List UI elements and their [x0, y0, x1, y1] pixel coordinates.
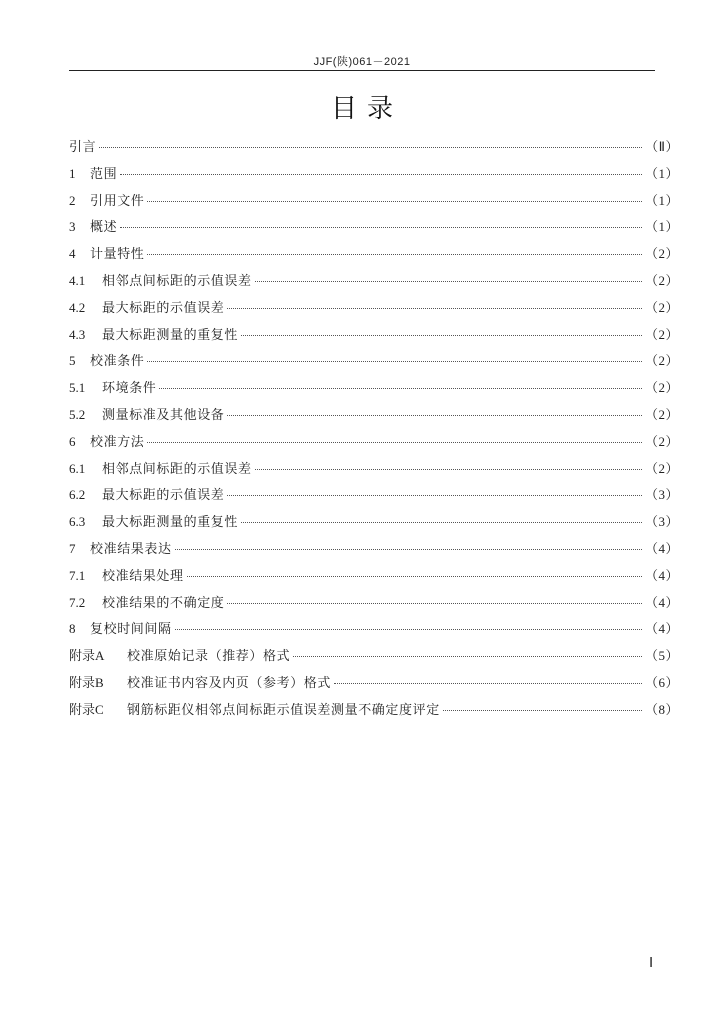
toc-entry-page: （2）: [644, 246, 679, 262]
toc-entry[interactable]: [69, 697, 679, 724]
toc-entry-title: 校准结果的不确定度: [102, 594, 225, 610]
dot-leader: [255, 280, 642, 282]
header-divider: [69, 70, 655, 71]
toc-entry-title: 环境条件: [102, 380, 157, 396]
dot-leader: [227, 494, 642, 496]
toc-entry[interactable]: [69, 375, 679, 402]
toc-entry[interactable]: [69, 134, 679, 161]
toc-entry-title: 校准结果表达: [90, 540, 172, 556]
toc-entry-page: （1）: [644, 192, 679, 208]
page-number: Ⅰ: [649, 956, 654, 971]
dot-leader: [147, 360, 642, 362]
toc-entry[interactable]: [69, 402, 679, 429]
dot-leader: [99, 146, 642, 148]
toc-entry-page: （Ⅱ）: [645, 139, 679, 154]
toc-entry-page: （2）: [644, 380, 679, 396]
toc-entry-number: 6.1: [69, 460, 86, 476]
toc-entry[interactable]: [69, 322, 679, 349]
dot-leader: [227, 414, 642, 416]
toc-entry-number: 2: [69, 192, 76, 208]
dot-leader: [147, 200, 642, 202]
toc-entry[interactable]: [69, 616, 679, 643]
toc-entry-title: 测量标准及其他设备: [102, 406, 225, 422]
toc-entry[interactable]: [69, 161, 679, 188]
page-title: 目录: [330, 94, 403, 124]
toc-entry-number: 4: [69, 246, 76, 262]
dot-leader: [120, 226, 642, 228]
toc-entry-page: （2）: [644, 272, 679, 288]
toc-entry-page: （1）: [644, 165, 679, 181]
toc-entry-page: （2）: [644, 299, 679, 315]
toc-entry-number: 7: [69, 540, 76, 556]
toc-entry-page: （6）: [644, 674, 679, 690]
toc-entry-number: 附录B: [69, 674, 104, 690]
toc-entry-title: 校准原始记录（推荐）格式: [127, 648, 291, 664]
toc-entry-title: 范围: [90, 165, 118, 181]
toc-entry[interactable]: [69, 482, 679, 509]
toc-entry-number: 8: [69, 621, 76, 637]
toc-entry-page: （4）: [644, 567, 679, 583]
dot-leader: [227, 307, 642, 309]
toc-entry-title: 引言: [69, 139, 97, 154]
toc-entry-page: （4）: [644, 594, 679, 610]
toc-entry-page: （5）: [644, 648, 679, 664]
dot-leader: [334, 682, 642, 684]
toc-entry-title: 计量特性: [90, 246, 145, 262]
toc-entry-page: （1）: [644, 219, 679, 235]
toc-entry-title: 复校时间间隔: [90, 621, 172, 637]
toc-entry-number: 4.1: [69, 272, 86, 288]
toc-entry-page: （3）: [644, 514, 679, 530]
toc-entry-page: （8）: [644, 701, 679, 717]
toc-entry-number: 6: [69, 433, 76, 449]
dot-leader: [255, 468, 642, 470]
toc-entry-title: 概述: [90, 219, 118, 235]
toc-entry[interactable]: [69, 188, 679, 215]
toc-entry-title: 最大标距的示值误差: [102, 487, 225, 503]
toc-entry[interactable]: [69, 643, 679, 670]
toc-entry-number: 4.3: [69, 326, 86, 342]
toc-entry-title: 最大标距的示值误差: [102, 299, 225, 315]
toc-entry[interactable]: [69, 214, 679, 241]
toc-entry-number: 7.1: [69, 567, 86, 583]
toc-entry-number: 3: [69, 219, 76, 235]
toc-entry-page: （4）: [644, 540, 679, 556]
toc-entry-page: （4）: [644, 621, 679, 637]
toc-entry-title: 校准条件: [90, 353, 145, 369]
toc-entry[interactable]: [69, 670, 679, 697]
dot-leader: [293, 655, 642, 657]
toc-entry-number: 6.2: [69, 487, 86, 503]
dot-leader: [241, 334, 642, 336]
toc-entry-title: 引用文件: [90, 192, 145, 208]
toc-entry-number: 1: [69, 165, 76, 181]
toc-entry[interactable]: [69, 268, 679, 295]
toc-entry-number: 附录A: [69, 648, 105, 664]
dot-leader: [175, 548, 642, 550]
dot-leader: [175, 628, 642, 630]
toc-entry-page: （2）: [644, 460, 679, 476]
table-of-contents: [69, 134, 679, 724]
dot-leader: [147, 441, 642, 443]
dot-leader: [120, 173, 642, 175]
toc-entry[interactable]: [69, 241, 679, 268]
toc-entry[interactable]: [69, 456, 679, 483]
toc-entry[interactable]: [69, 429, 679, 456]
toc-entry-number: 6.3: [69, 514, 86, 530]
dot-leader: [187, 575, 642, 577]
toc-entry-number: 7.2: [69, 594, 86, 610]
dot-leader: [241, 521, 642, 523]
toc-entry-page: （2）: [644, 353, 679, 369]
toc-entry[interactable]: [69, 536, 679, 563]
standard-code: JJF(陕)061－2021: [313, 56, 411, 68]
toc-entry[interactable]: [69, 509, 679, 536]
toc-entry-number: 附录C: [69, 701, 104, 717]
toc-entry-number: 5.1: [69, 380, 86, 396]
toc-entry-page: （3）: [644, 487, 679, 503]
toc-entry-title: 校准证书内容及内页（参考）格式: [127, 674, 332, 690]
toc-entry-title: 校准方法: [90, 433, 145, 449]
toc-entry[interactable]: [69, 563, 679, 590]
toc-entry-page: （2）: [644, 326, 679, 342]
toc-entry[interactable]: [69, 590, 679, 617]
dot-leader: [159, 387, 642, 389]
dot-leader: [443, 709, 642, 711]
toc-entry-number: 5.2: [69, 406, 86, 422]
toc-entry-title: 相邻点间标距的示值误差: [102, 460, 252, 476]
toc-entry-number: 5: [69, 353, 76, 369]
toc-entry-title: 最大标距测量的重复性: [102, 326, 239, 342]
dot-leader: [227, 602, 642, 604]
toc-entry-number: 4.2: [69, 299, 86, 315]
toc-entry-title: 校准结果处理: [102, 567, 184, 583]
dot-leader: [147, 253, 642, 255]
toc-entry-title: 最大标距测量的重复性: [102, 514, 239, 530]
toc-entry-title: 钢筋标距仪相邻点间标距示值误差测量不确定度评定: [127, 701, 440, 717]
toc-entry[interactable]: [69, 295, 679, 322]
toc-entry-page: （2）: [644, 406, 679, 422]
toc-entry-title: 相邻点间标距的示值误差: [102, 272, 252, 288]
toc-entry[interactable]: [69, 348, 679, 375]
toc-entry-page: （2）: [644, 433, 679, 449]
